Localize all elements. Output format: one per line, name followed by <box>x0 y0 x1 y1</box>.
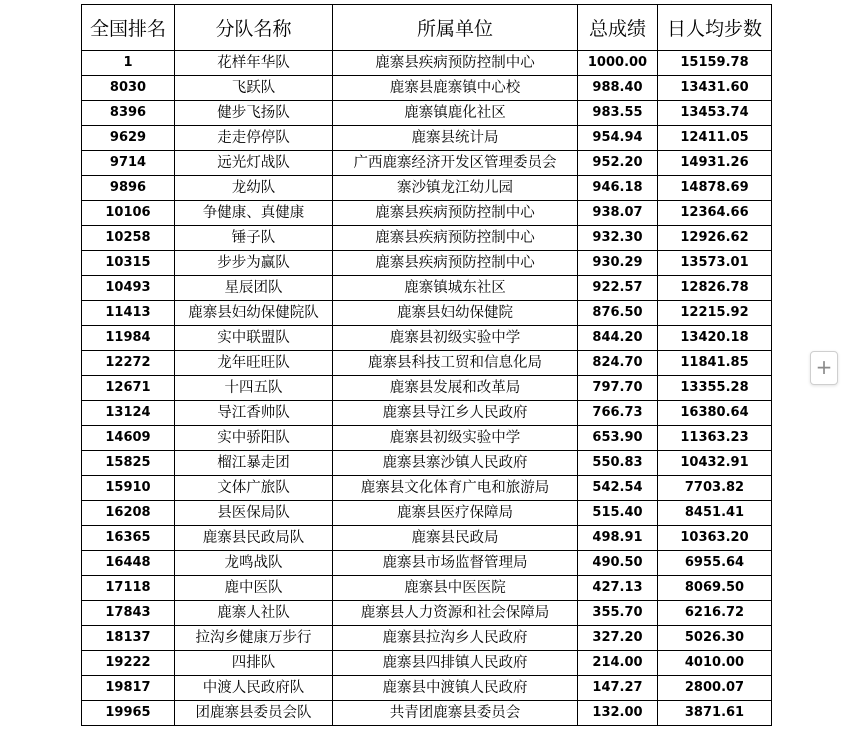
cell-team-name: 龙鸣战队 <box>175 551 333 576</box>
cell-total-score: 214.00 <box>578 651 658 676</box>
cell-total-score: 797.70 <box>578 376 658 401</box>
cell-unit: 共青团鹿寨县委员会 <box>333 701 578 726</box>
table-row <box>82 476 772 501</box>
cell-team-name: 远光灯战队 <box>175 151 333 176</box>
table-row <box>82 251 772 276</box>
cell-team-name: 鹿寨县妇幼保健院队 <box>175 301 333 326</box>
cell-team-name: 花样年华队 <box>175 51 333 76</box>
cell-team-name: 拉沟乡健康万步行 <box>175 626 333 651</box>
cell-unit: 鹿寨县疾病预防控制中心 <box>333 226 578 251</box>
cell-daily-avg-steps: 6955.64 <box>658 551 772 576</box>
cell-daily-avg-steps: 7703.82 <box>658 476 772 501</box>
cell-team-name: 锤子队 <box>175 226 333 251</box>
cell-rank: 19817 <box>82 676 175 701</box>
cell-rank: 9896 <box>82 176 175 201</box>
cell-total-score: 844.20 <box>578 326 658 351</box>
cell-team-name: 鹿中医队 <box>175 576 333 601</box>
table-row <box>82 101 772 126</box>
cell-unit: 鹿寨镇城东社区 <box>333 276 578 301</box>
cell-team-name: 榴江暴走团 <box>175 451 333 476</box>
cell-total-score: 932.30 <box>578 226 658 251</box>
cell-unit: 鹿寨县市场监督管理局 <box>333 551 578 576</box>
table-row <box>82 301 772 326</box>
table-row <box>82 226 772 251</box>
header-national-rank: 全国排名 <box>82 5 175 51</box>
table-row <box>82 176 772 201</box>
cell-unit: 鹿寨县妇幼保健院 <box>333 301 578 326</box>
cell-unit: 鹿寨县导江乡人民政府 <box>333 401 578 426</box>
cell-unit: 鹿寨县四排镇人民政府 <box>333 651 578 676</box>
cell-team-name: 导江香帅队 <box>175 401 333 426</box>
cell-team-name: 鹿寨人社队 <box>175 601 333 626</box>
cell-team-name: 十四五队 <box>175 376 333 401</box>
cell-team-name: 实中骄阳队 <box>175 426 333 451</box>
table-row <box>82 626 772 651</box>
cell-unit: 鹿寨县寨沙镇人民政府 <box>333 451 578 476</box>
cell-daily-avg-steps: 10432.91 <box>658 451 772 476</box>
cell-total-score: 355.70 <box>578 601 658 626</box>
cell-daily-avg-steps: 3871.61 <box>658 701 772 726</box>
cell-total-score: 954.94 <box>578 126 658 151</box>
cell-total-score: 147.27 <box>578 676 658 701</box>
table-row <box>82 451 772 476</box>
cell-daily-avg-steps: 16380.64 <box>658 401 772 426</box>
cell-daily-avg-steps: 10363.20 <box>658 526 772 551</box>
add-button[interactable] <box>810 351 838 385</box>
table-row <box>82 701 772 726</box>
header-unit: 所属单位 <box>333 5 578 51</box>
cell-unit: 鹿寨县人力资源和社会保障局 <box>333 601 578 626</box>
cell-total-score: 922.57 <box>578 276 658 301</box>
cell-daily-avg-steps: 5026.30 <box>658 626 772 651</box>
cell-team-name: 争健康、真健康 <box>175 201 333 226</box>
table-row <box>82 676 772 701</box>
cell-rank: 17843 <box>82 601 175 626</box>
cell-rank: 11413 <box>82 301 175 326</box>
cell-rank: 9629 <box>82 126 175 151</box>
cell-rank: 10315 <box>82 251 175 276</box>
cell-unit: 鹿寨县疾病预防控制中心 <box>333 201 578 226</box>
cell-team-name: 团鹿寨县委员会队 <box>175 701 333 726</box>
cell-daily-avg-steps: 8069.50 <box>658 576 772 601</box>
cell-unit: 广西鹿寨经济开发区管理委员会 <box>333 151 578 176</box>
cell-rank: 8030 <box>82 76 175 101</box>
table-row <box>82 351 772 376</box>
cell-team-name: 文体广旅队 <box>175 476 333 501</box>
cell-daily-avg-steps: 12411.05 <box>658 126 772 151</box>
cell-daily-avg-steps: 13573.01 <box>658 251 772 276</box>
table-row <box>82 426 772 451</box>
table-row <box>82 501 772 526</box>
table-row <box>82 51 772 76</box>
cell-total-score: 824.70 <box>578 351 658 376</box>
cell-rank: 16208 <box>82 501 175 526</box>
cell-total-score: 1000.00 <box>578 51 658 76</box>
cell-unit: 寨沙镇龙江幼儿园 <box>333 176 578 201</box>
cell-total-score: 766.73 <box>578 401 658 426</box>
cell-daily-avg-steps: 14931.26 <box>658 151 772 176</box>
table-row <box>82 76 772 101</box>
table-row <box>82 526 772 551</box>
table-header-row <box>82 5 772 51</box>
cell-team-name: 飞跃队 <box>175 76 333 101</box>
header-total-score: 总成绩 <box>578 5 658 51</box>
table-row <box>82 126 772 151</box>
cell-rank: 17118 <box>82 576 175 601</box>
cell-rank: 18137 <box>82 626 175 651</box>
table-row <box>82 376 772 401</box>
cell-unit: 鹿寨县医疗保障局 <box>333 501 578 526</box>
cell-rank: 11984 <box>82 326 175 351</box>
cell-team-name: 鹿寨县民政局队 <box>175 526 333 551</box>
cell-total-score: 327.20 <box>578 626 658 651</box>
cell-team-name: 龙幼队 <box>175 176 333 201</box>
table-body <box>82 51 772 726</box>
cell-unit: 鹿寨县初级实验中学 <box>333 326 578 351</box>
cell-rank: 1 <box>82 51 175 76</box>
cell-unit: 鹿寨县疾病预防控制中心 <box>333 251 578 276</box>
cell-total-score: 946.18 <box>578 176 658 201</box>
cell-unit: 鹿寨县疾病预防控制中心 <box>333 51 578 76</box>
table-row <box>82 276 772 301</box>
cell-total-score: 876.50 <box>578 301 658 326</box>
ranking-table <box>81 4 772 726</box>
cell-total-score: 542.54 <box>578 476 658 501</box>
cell-total-score: 653.90 <box>578 426 658 451</box>
table-row <box>82 576 772 601</box>
cell-daily-avg-steps: 11363.23 <box>658 426 772 451</box>
cell-total-score: 550.83 <box>578 451 658 476</box>
cell-total-score: 427.13 <box>578 576 658 601</box>
cell-rank: 15910 <box>82 476 175 501</box>
cell-unit: 鹿寨县鹿寨镇中心校 <box>333 76 578 101</box>
cell-daily-avg-steps: 15159.78 <box>658 51 772 76</box>
cell-team-name: 龙年旺旺队 <box>175 351 333 376</box>
cell-daily-avg-steps: 6216.72 <box>658 601 772 626</box>
cell-rank: 8396 <box>82 101 175 126</box>
cell-total-score: 515.40 <box>578 501 658 526</box>
cell-rank: 10493 <box>82 276 175 301</box>
cell-rank: 16365 <box>82 526 175 551</box>
cell-unit: 鹿寨县发展和改革局 <box>333 376 578 401</box>
cell-unit: 鹿寨县拉沟乡人民政府 <box>333 626 578 651</box>
cell-rank: 9714 <box>82 151 175 176</box>
cell-rank: 13124 <box>82 401 175 426</box>
cell-daily-avg-steps: 4010.00 <box>658 651 772 676</box>
cell-daily-avg-steps: 11841.85 <box>658 351 772 376</box>
cell-total-score: 930.29 <box>578 251 658 276</box>
table-row <box>82 401 772 426</box>
table-row <box>82 326 772 351</box>
cell-team-name: 星辰团队 <box>175 276 333 301</box>
header-team-name: 分队名称 <box>175 5 333 51</box>
cell-team-name: 步步为赢队 <box>175 251 333 276</box>
cell-total-score: 983.55 <box>578 101 658 126</box>
table-row <box>82 601 772 626</box>
cell-total-score: 952.20 <box>578 151 658 176</box>
cell-rank: 19965 <box>82 701 175 726</box>
table-row <box>82 551 772 576</box>
cell-team-name: 四排队 <box>175 651 333 676</box>
cell-rank: 10258 <box>82 226 175 251</box>
cell-rank: 15825 <box>82 451 175 476</box>
cell-total-score: 498.91 <box>578 526 658 551</box>
cell-daily-avg-steps: 13355.28 <box>658 376 772 401</box>
cell-daily-avg-steps: 14878.69 <box>658 176 772 201</box>
cell-daily-avg-steps: 13431.60 <box>658 76 772 101</box>
table-row <box>82 201 772 226</box>
cell-unit: 鹿寨县中医医院 <box>333 576 578 601</box>
cell-daily-avg-steps: 8451.41 <box>658 501 772 526</box>
table-row <box>82 651 772 676</box>
cell-unit: 鹿寨县文化体育广电和旅游局 <box>333 476 578 501</box>
cell-rank: 12272 <box>82 351 175 376</box>
cell-daily-avg-steps: 13453.74 <box>658 101 772 126</box>
cell-total-score: 988.40 <box>578 76 658 101</box>
plus-icon: + <box>815 355 833 379</box>
cell-daily-avg-steps: 12926.62 <box>658 226 772 251</box>
cell-rank: 12671 <box>82 376 175 401</box>
table-row <box>82 151 772 176</box>
cell-daily-avg-steps: 12215.92 <box>658 301 772 326</box>
cell-unit: 鹿寨县初级实验中学 <box>333 426 578 451</box>
cell-team-name: 健步飞扬队 <box>175 101 333 126</box>
cell-unit: 鹿寨县科技工贸和信息化局 <box>333 351 578 376</box>
cell-unit: 鹿寨县中渡镇人民政府 <box>333 676 578 701</box>
header-daily-avg-steps: 日人均步数 <box>658 5 772 51</box>
cell-unit: 鹿寨县民政局 <box>333 526 578 551</box>
cell-rank: 16448 <box>82 551 175 576</box>
ranking-table-container <box>81 4 772 726</box>
cell-unit: 鹿寨县统计局 <box>333 126 578 151</box>
cell-total-score: 490.50 <box>578 551 658 576</box>
cell-rank: 14609 <box>82 426 175 451</box>
cell-rank: 10106 <box>82 201 175 226</box>
cell-rank: 19222 <box>82 651 175 676</box>
cell-daily-avg-steps: 12364.66 <box>658 201 772 226</box>
cell-total-score: 938.07 <box>578 201 658 226</box>
cell-team-name: 县医保局队 <box>175 501 333 526</box>
cell-daily-avg-steps: 12826.78 <box>658 276 772 301</box>
cell-daily-avg-steps: 13420.18 <box>658 326 772 351</box>
cell-team-name: 中渡人民政府队 <box>175 676 333 701</box>
cell-team-name: 实中联盟队 <box>175 326 333 351</box>
cell-team-name: 走走停停队 <box>175 126 333 151</box>
cell-total-score: 132.00 <box>578 701 658 726</box>
cell-daily-avg-steps: 2800.07 <box>658 676 772 701</box>
cell-unit: 鹿寨镇鹿化社区 <box>333 101 578 126</box>
